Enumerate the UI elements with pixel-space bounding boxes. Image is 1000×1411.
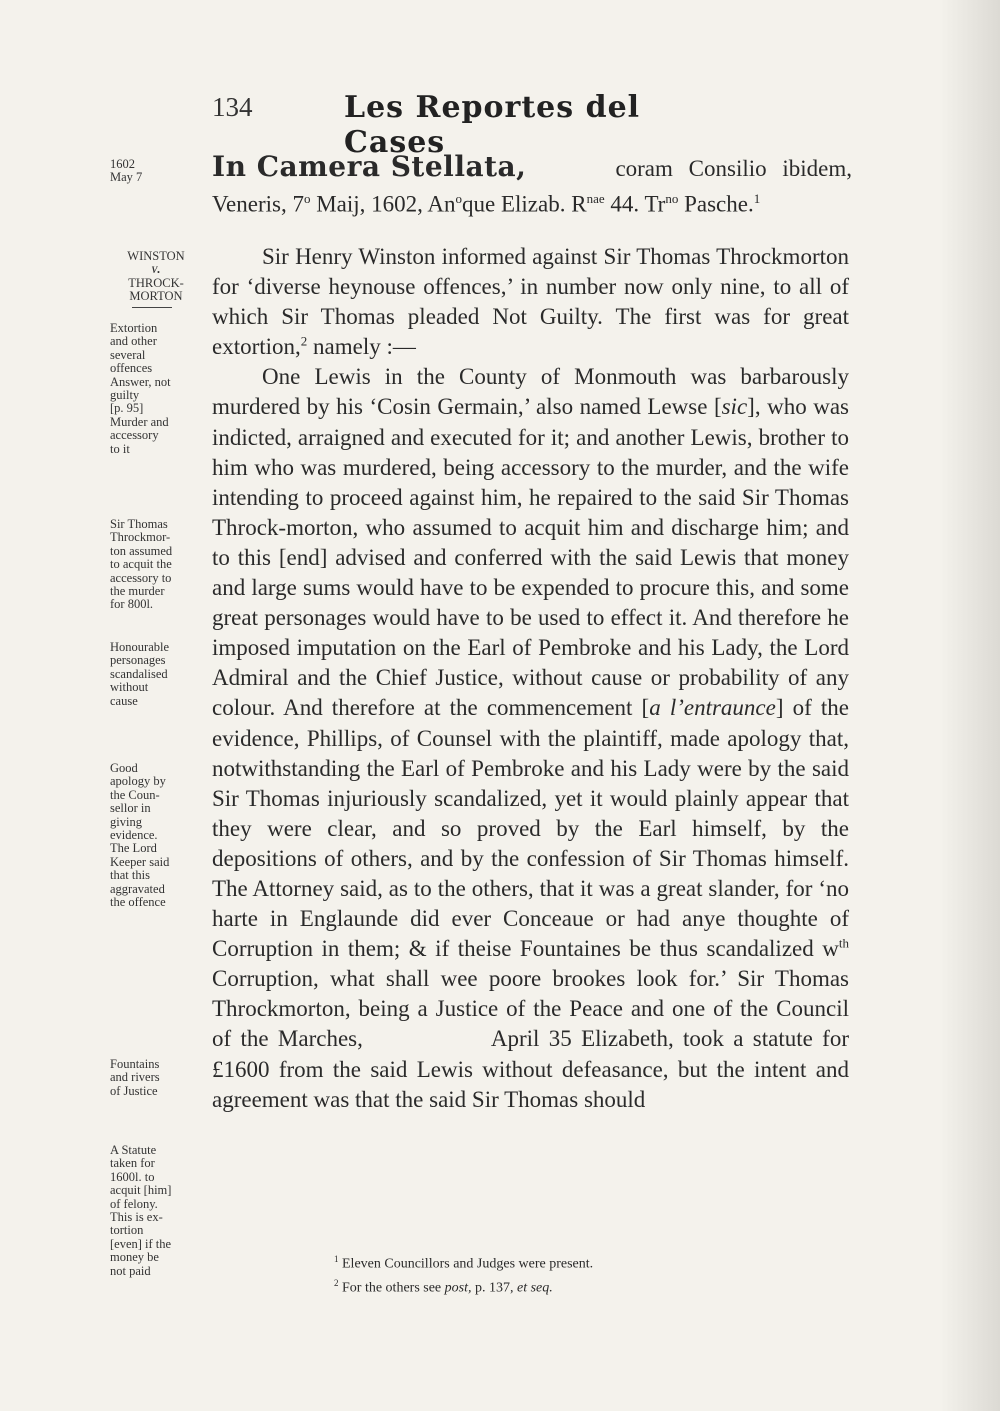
note-line: v. [151,262,161,277]
note-line: The Lord [110,841,157,856]
paragraph-1 [212,242,849,362]
p2-text: ] of the evidence, Phillips, of Counsel with the plaintiff, made apology that, notwithstanding the Earl of Pembroke and his Lady were by the said Sir Thomas injuriously scandalized, yet it would plainly appear that they were clear, and so proved by the Earl himself, by the depositions of others, and by the confession of Sir Thomas himself. The Attorney said, as to the others, that it was a great slander, for ‘no harte in Englaunde did ever Conceaue or had anye thoughte of Corruption in them; & if theise Fountaines be thus scandalized w [212,695,850,962]
margin-note-extortion [110,322,206,456]
body-text [212,242,849,1115]
note-line: 1600l. to [110,1169,155,1184]
note-line: to acquit the [110,557,172,572]
footnote-text: p. 137, [471,1280,517,1296]
heading-sup: o [303,191,311,206]
heading-sup: nae [586,191,605,206]
heading-date-year: Maij, 1602, An [310,191,456,217]
superscript-th: th [838,935,849,951]
footnote-mark: 2 [334,1277,339,1288]
note-line: ton assumed [110,543,173,558]
note-line: tortion [110,1223,144,1238]
note-line: Murder and [110,414,169,429]
heading-reign: que Elizab. R [462,191,587,217]
footnote-italic: post, [444,1280,472,1296]
note-line: giving [110,814,142,829]
footnote-ref-2: 2 [300,333,308,349]
court-heading-line1 [212,152,852,184]
margin-note-honourable [110,641,206,708]
note-rule [132,307,172,308]
note-line: Keeper said [110,854,170,869]
note-line: not paid [110,1263,151,1278]
footnote-italic: et seq. [517,1280,553,1296]
margin-note-statute [110,1144,206,1278]
footnote-mark: 1 [334,1254,339,1264]
note-line: guilty [110,388,140,403]
court-heading [212,152,852,220]
note-line: evidence. [110,828,158,843]
heading-date-day: Veneris, 7 [212,191,304,217]
note-line: [even] if the [110,1236,172,1251]
footnote-1 [334,1250,854,1274]
footnote-text: For the others see [338,1280,445,1296]
note-line: offences [110,361,153,376]
margin-note-acquit [110,518,206,612]
margin-note-case-name [110,250,202,312]
note-line: the Coun- [110,787,160,802]
p2-text: April 35 Elizabeth, took a statute for £1600 from the said Lewis without defeasance, but the intent and agreement was that the said Sir Thomas should [212,1026,849,1112]
note-line: Honourable [110,640,170,654]
note-line: Good [110,761,138,775]
p1-text-end: namely :— [307,334,416,360]
heading-term: 44. Tr [604,191,666,217]
page-number: 134 [212,92,253,122]
note-line: MORTON [129,289,183,304]
note-line: personages [110,653,166,668]
note-line: to it [110,441,130,456]
note-line: [p. 95] [110,401,144,416]
margin-note-fountains [110,1058,206,1098]
note-line: accessory to [110,570,172,585]
footnotes [334,1250,854,1297]
law-french-phrase: a l’entraunce [649,695,776,721]
note-line: aggravated [110,881,165,896]
margin-note-date [110,158,206,185]
footnote-text: Eleven Councillors and Judges were present. [338,1256,594,1272]
page-header [212,90,692,160]
note-line: that this [110,868,150,883]
note-line: Sir Thomas [110,517,168,531]
court-heading-line2 [212,184,852,220]
footnote-2 [334,1274,854,1298]
note-line: acquit [him] [110,1183,172,1198]
note-line: apology by [110,774,166,789]
note-line: accessory [110,428,159,443]
note-line: the offence [110,895,166,910]
margin-note-apology [110,762,206,909]
note-line: and rivers [110,1070,160,1085]
note-line: A Statute [110,1143,157,1157]
heading-sup: o [455,191,463,206]
note-line: Throckmor- [110,530,171,545]
note-line: the murder [110,584,165,599]
note-line: Fountains [110,1057,160,1071]
court-name-blackletter: In Camera Stellata, [212,150,527,183]
note-line: sellor in [110,801,151,816]
p2-text: Corruption, what shall wee poore brookes look for.’ Sir Thomas Throckmorton, being a Justice of the Peace and one of the Council of the Marches, [212,966,849,1052]
sic-marker: sic [721,394,748,420]
court-heading-rest: coram Consilio ibidem, [615,156,852,181]
footnote-ref-1: 1 [753,191,761,206]
note-line: Extortion [110,321,158,335]
note-line: several [110,347,146,362]
note-line: without [110,680,149,695]
note-line: WINSTON [127,249,185,263]
note-line: and other [110,334,157,349]
note-line: of felony. [110,1196,158,1211]
note-line: taken for [110,1156,155,1171]
page-gutter-shadow [940,0,1000,1411]
p2-text: ], who was indicted, arraigned and executed for it; and another Lewis, brother to him who was murdered, being accessory to the murder, and the wife intending to proceed against him, he repaired to the said Sir Thomas Throck-morton, who assumed to acquit him and discharge him; and to this [end] advised and conferred with the said Lewis that money and large sums would have to be expended to procure this, and some great personages would have to be used to effect it. And therefore he imposed imputation on the Earl of Pembroke and his Lady, the Lord Admiral and the Chief Justice, without cause or probability of any colour. And therefore at the commencement [ [212,394,849,721]
note-line: Answer, not [110,374,171,389]
note-line: May 7 [110,170,143,185]
note-line: This is ex- [110,1210,163,1225]
note-line: money be [110,1250,159,1265]
note-line: of Justice [110,1083,158,1098]
p1-text: Sir Henry Winston informed against Sir Thomas Throckmorton for ‘diverse heynouse offences,’ in number now only nine, to all of which Sir Thomas pleaded Not Guilty. The first was for great extortion, [212,244,849,360]
paragraph-2 [212,362,849,1114]
heading-sup: no [665,191,679,206]
heading-pasche: Pasche. [678,191,754,217]
note-line: scandalised [110,666,168,681]
p2-text: One Lewis in the County of Monmouth was barbarously murdered by his ‘Cosin Germain,’ also named Lewse [ [212,364,849,420]
note-line: cause [110,693,138,708]
running-title: Les Reportes del Cases [344,90,641,160]
note-line: 1602 [110,157,135,171]
note-line: THROCK- [128,275,184,290]
note-line: for 800l. [110,597,154,612]
